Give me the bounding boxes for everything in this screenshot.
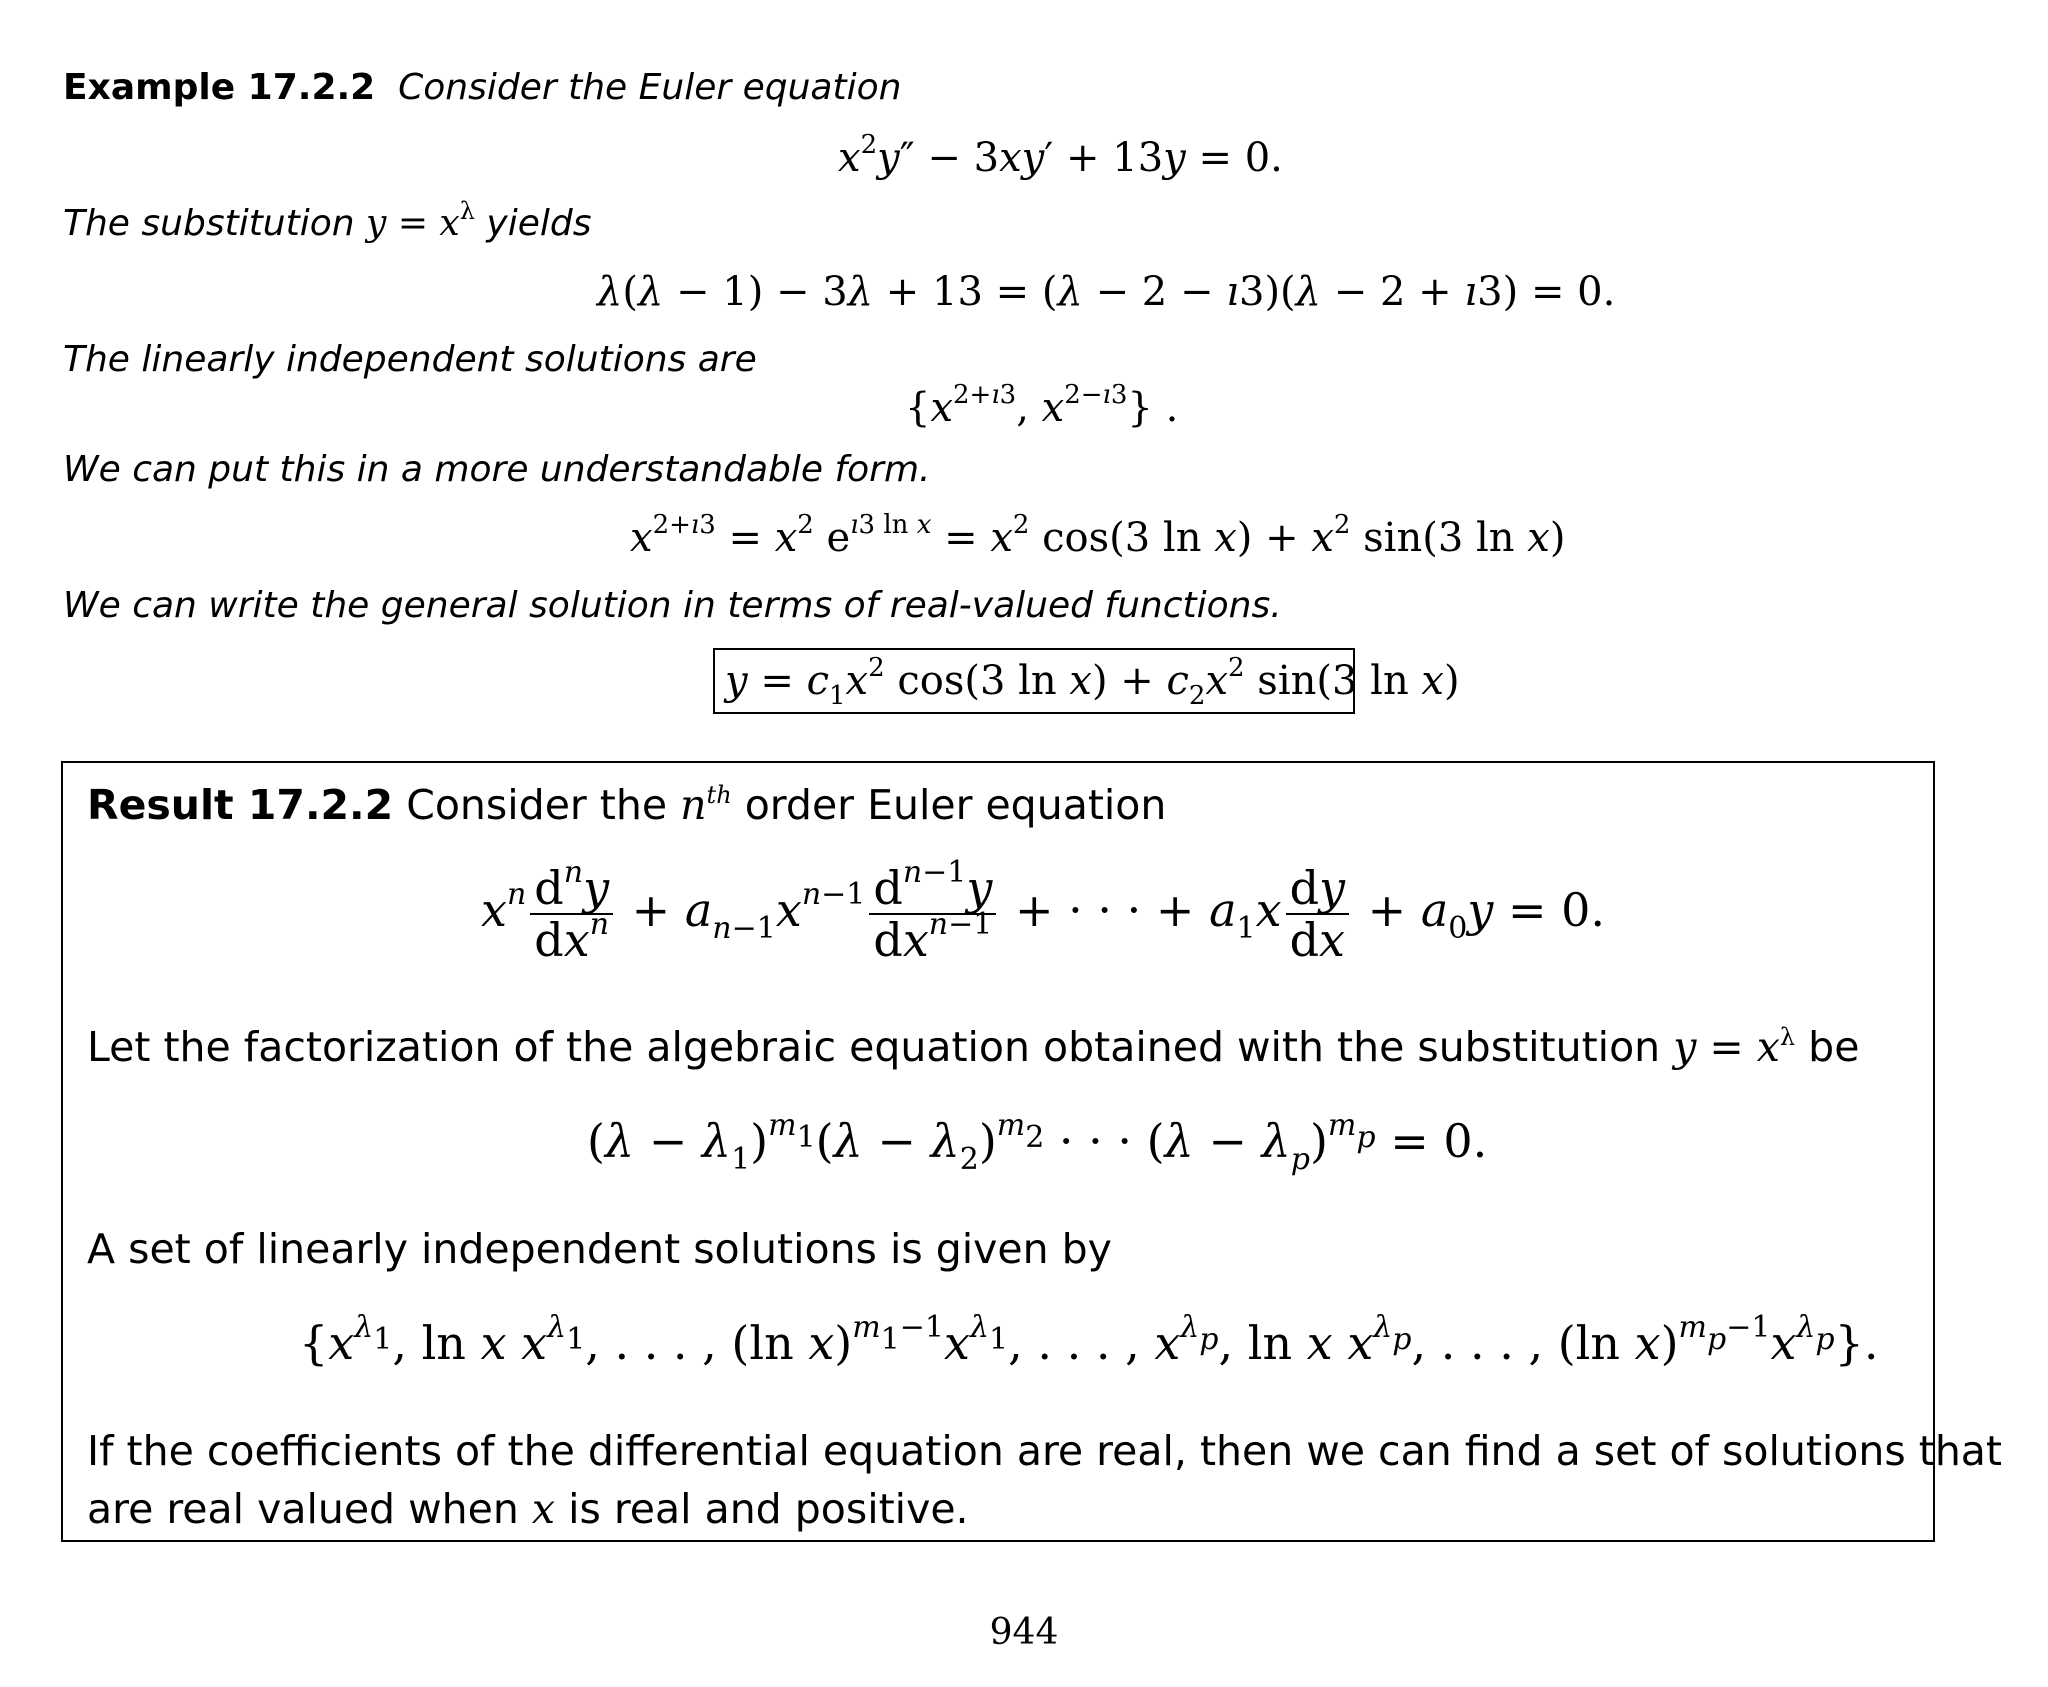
euler-equation: $x^2y'' - 3xy' + 13y = 0$. — [838, 130, 1283, 181]
factor-substitution-inline: $y = x^\lambda$ — [1673, 1023, 1796, 1071]
example-label: Example 17.2.2 — [63, 67, 376, 108]
factorization-text: Let the factorization of the algebraic equation obtained with the substitution $y = x^\lambda$ be — [87, 1023, 1860, 1071]
general-solution-boxed: $y = c_1x^2$ cos(3 $\ln x) + c_2x^2$ sin(3 ln x) — [713, 648, 1355, 714]
expanded-solution: $x^{2+ı3} = x^2$ $e^{ı3 ln x} = x^2$ cos(3 $\ln x) + x^2$ sin(3 ln x) — [630, 510, 1566, 561]
factorization-equation: $(\lambda - \lambda_1)^{m_1}(\lambda - \lambda_2)^{m_2}$ · · · $(\lambda - \lambda_p)^{m_p} = 0$. — [587, 1108, 1488, 1177]
real-coefficients-line-2: are real valued when x is real and positive. — [87, 1485, 969, 1533]
result-box — [61, 761, 2003, 1542]
solution-set-general: {$x^{\lambda_1}$, ln x $x^{\lambda_1}$, . . . , (ln $x)^{m_1-1}x^{\lambda_1}$, . . . , $x^{\lambda_p}$, ln x $x^{\lambda_p}$, . . . , (ln $x)^{m_p-1}x^{\lambda_p}$}. — [299, 1310, 1879, 1370]
solutions-text: The linearly independent solutions are — [63, 339, 757, 380]
example-intro: Consider the Euler equation — [398, 67, 902, 108]
solution-set: {$x^{2+ı3}$, $x^{2-ı3}$} . — [905, 380, 1179, 431]
real-coefficients-line-1: If the coefficients of the differential equation are real, then we can find a set of solutions that — [87, 1427, 2003, 1475]
result-label: Result 17.2.2 — [87, 781, 394, 829]
nth-order-ode: $x^n$ $\frac{d^ny}{dx^n}$ + $a_{n-1}x^{n-1}$ $\frac{d^{n-1}y}{dx^{n-1}}$ + · · · + $a_1x$ $\frac{dy}{dx}$ + $a_0y = 0$. — [481, 855, 1606, 967]
nth-order: $n^{th}$ — [680, 781, 732, 829]
characteristic-equation: λ(λ − 1) − 3λ + 13 = (λ − 2 − ı3)(λ − 2 + ı3) = 0. — [597, 269, 1616, 315]
set-text: A set of linearly independent solutions is given by — [87, 1225, 1112, 1273]
page-number: 944 — [989, 1612, 1059, 1653]
understand-text: We can put this in a more understandable form. — [63, 449, 931, 490]
substitution-text: The substitution $y = x^\lambda$ yields — [63, 197, 592, 244]
substitution-inline: $y = x^\lambda$ — [366, 197, 475, 244]
general-solution-text: We can write the general solution in terms of real-valued functions. — [63, 585, 1282, 626]
example-heading — [63, 66, 901, 110]
result-heading: Result 17.2.2 Consider the $n^{th}$ order Euler equation — [87, 781, 1167, 829]
